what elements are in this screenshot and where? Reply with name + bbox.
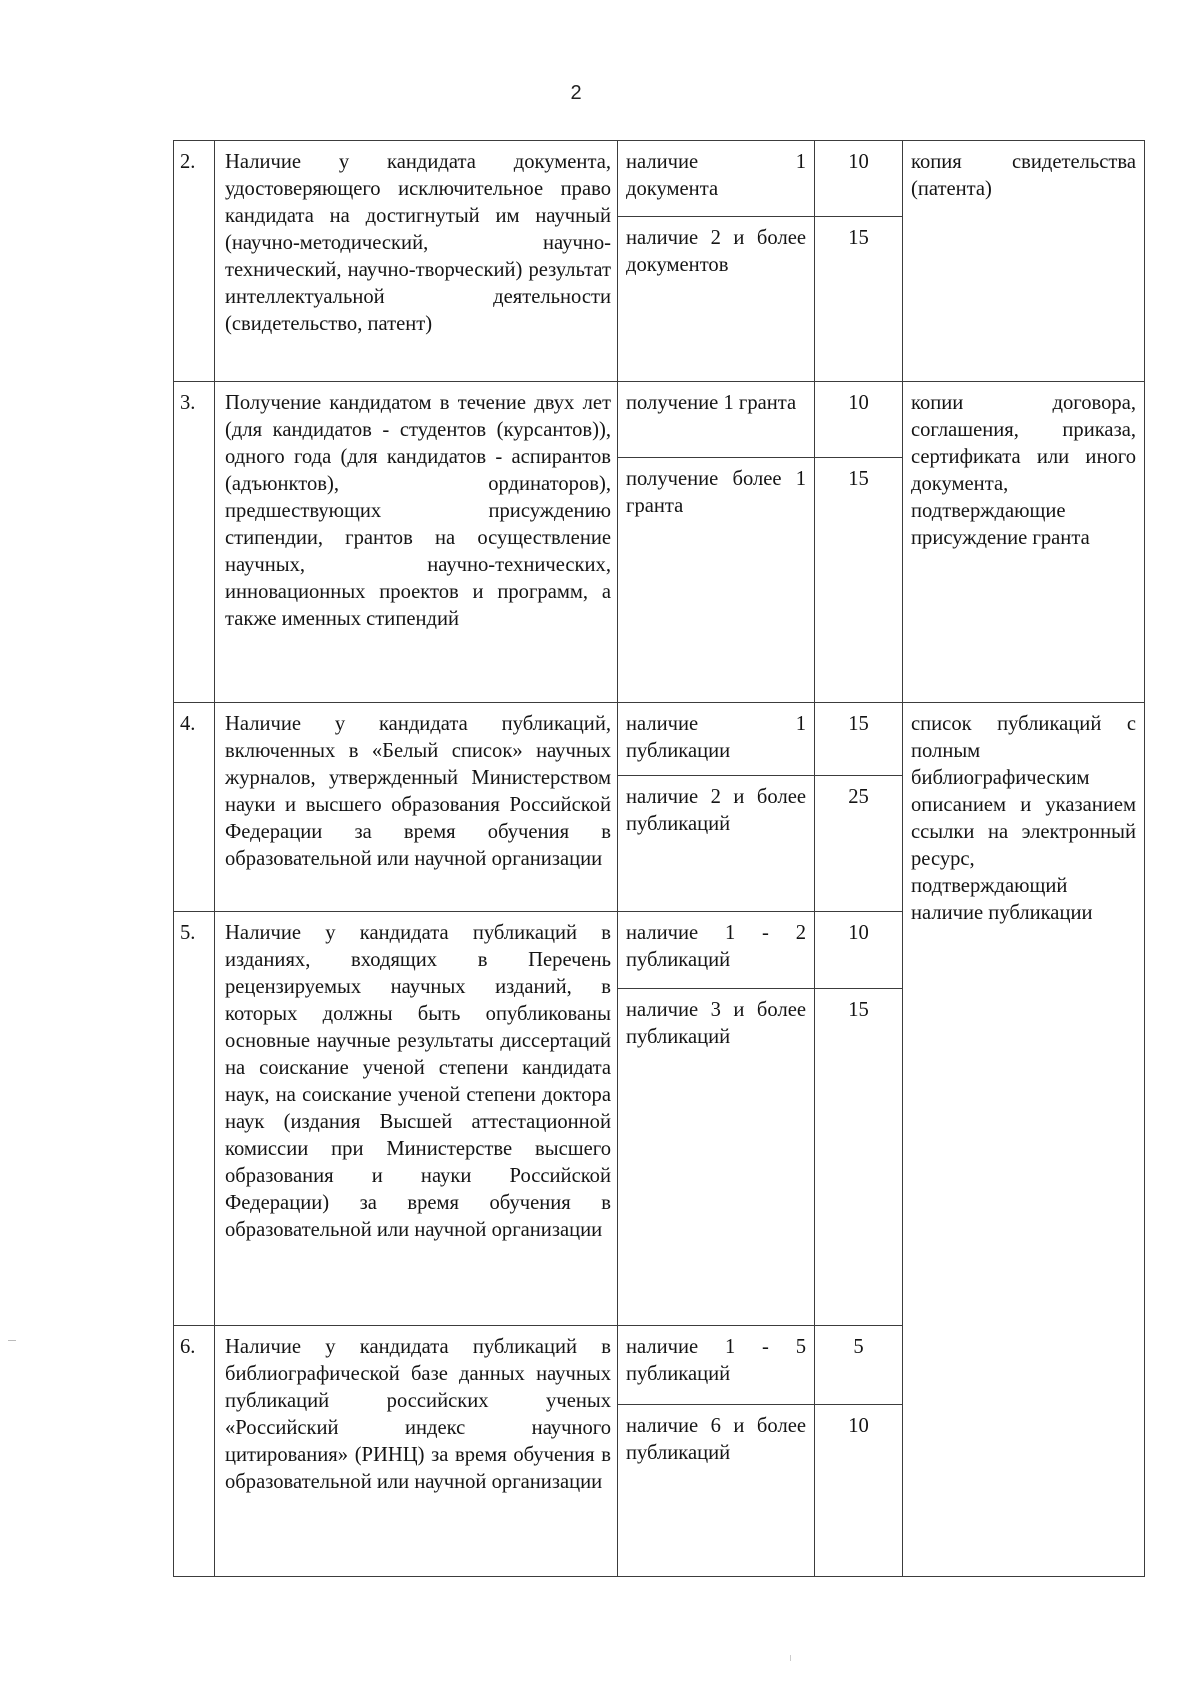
- condition-cell: наличие 1 документа: [618, 141, 815, 217]
- score-cell: 5: [815, 1326, 903, 1405]
- row-number: 6.: [174, 1326, 215, 1577]
- table-row: [174, 141, 1145, 217]
- condition-cell: наличие 2 и более публикаций: [618, 776, 815, 912]
- condition-cell: наличие 1 публикации: [618, 703, 815, 776]
- page-number: 2: [570, 82, 582, 104]
- condition-cell: наличие 3 и более публикаций: [618, 989, 815, 1326]
- confirming-document: список публикаций с полным библиографическим описанием и указанием ссылки на электронный ресурс, подтверждающий наличие публикации: [903, 703, 1145, 1577]
- scan-mark: [8, 1340, 16, 1341]
- condition-cell: получение более 1 гранта: [618, 458, 815, 703]
- condition-cell: наличие 1 - 5 публикаций: [618, 1326, 815, 1405]
- criterion-description: Наличие у кандидата публикаций в изданиях, входящих в Перечень рецензируемых научных изданий, в которых должны быть опубликованы основные научные результаты диссертаций на соискание ученой степени кандидата наук, на соискание ученой степени доктора наук (издания Высшей аттестационной комиссии при Министерстве высшего образования и науки Российской Федерации) за время обучения в образовательной или научной организации: [215, 912, 618, 1326]
- score-cell: 15: [815, 458, 903, 703]
- criterion-description: Получение кандидатом в течение двух лет (для кандидатов - студентов (курсантов)), одного года (для кандидатов - аспирантов (адъюнктов), ординаторов), предшествующих присуждению стипендии, грантов на осуществление научных, научно-технических, инновационных проектов и программ, а также именных стипендий: [215, 382, 618, 703]
- score-cell: 10: [815, 1405, 903, 1577]
- condition-cell: наличие 2 и более документов: [618, 217, 815, 382]
- row-number: 3.: [174, 382, 215, 703]
- score-cell: 10: [815, 141, 903, 217]
- table-row: [174, 382, 1145, 458]
- condition-cell: наличие 1 - 2 публикаций: [618, 912, 815, 989]
- criteria-table: [173, 140, 1145, 1577]
- row-number: 5.: [174, 912, 215, 1326]
- score-cell: 15: [815, 703, 903, 776]
- confirming-document: копии договора, соглашения, приказа, сертификата или иного документа, подтверждающие присуждение гранта: [903, 382, 1145, 703]
- confirming-document: копия свидетельства (патента): [903, 141, 1145, 382]
- table-row: [174, 703, 1145, 776]
- criterion-description: Наличие у кандидата документа, удостоверяющего исключительное право кандидата на достигнутый им научный (научно-методический, научно-технический, научно-творческий) результат интеллектуальной деятельности (свидетельство, патент): [215, 141, 618, 382]
- row-number: 4.: [174, 703, 215, 912]
- criterion-description: Наличие у кандидата публикаций в библиографической базе данных научных публикаций российских ученых «Российский индекс научного цитирования» (РИНЦ) за время обучения в образовательной или научной организации: [215, 1326, 618, 1577]
- score-cell: 10: [815, 382, 903, 458]
- row-number: 2.: [174, 141, 215, 382]
- scan-mark: [790, 1655, 791, 1661]
- score-cell: 10: [815, 912, 903, 989]
- score-cell: 15: [815, 989, 903, 1326]
- criterion-description: Наличие у кандидата публикаций, включенных в «Белый список» научных журналов, утвержденный Министерством науки и высшего образования Российской Федерации за время обучения в образовательной или научной организации: [215, 703, 618, 912]
- condition-cell: получение 1 гранта: [618, 382, 815, 458]
- score-cell: 15: [815, 217, 903, 382]
- condition-cell: наличие 6 и более публикаций: [618, 1405, 815, 1577]
- score-cell: 25: [815, 776, 903, 912]
